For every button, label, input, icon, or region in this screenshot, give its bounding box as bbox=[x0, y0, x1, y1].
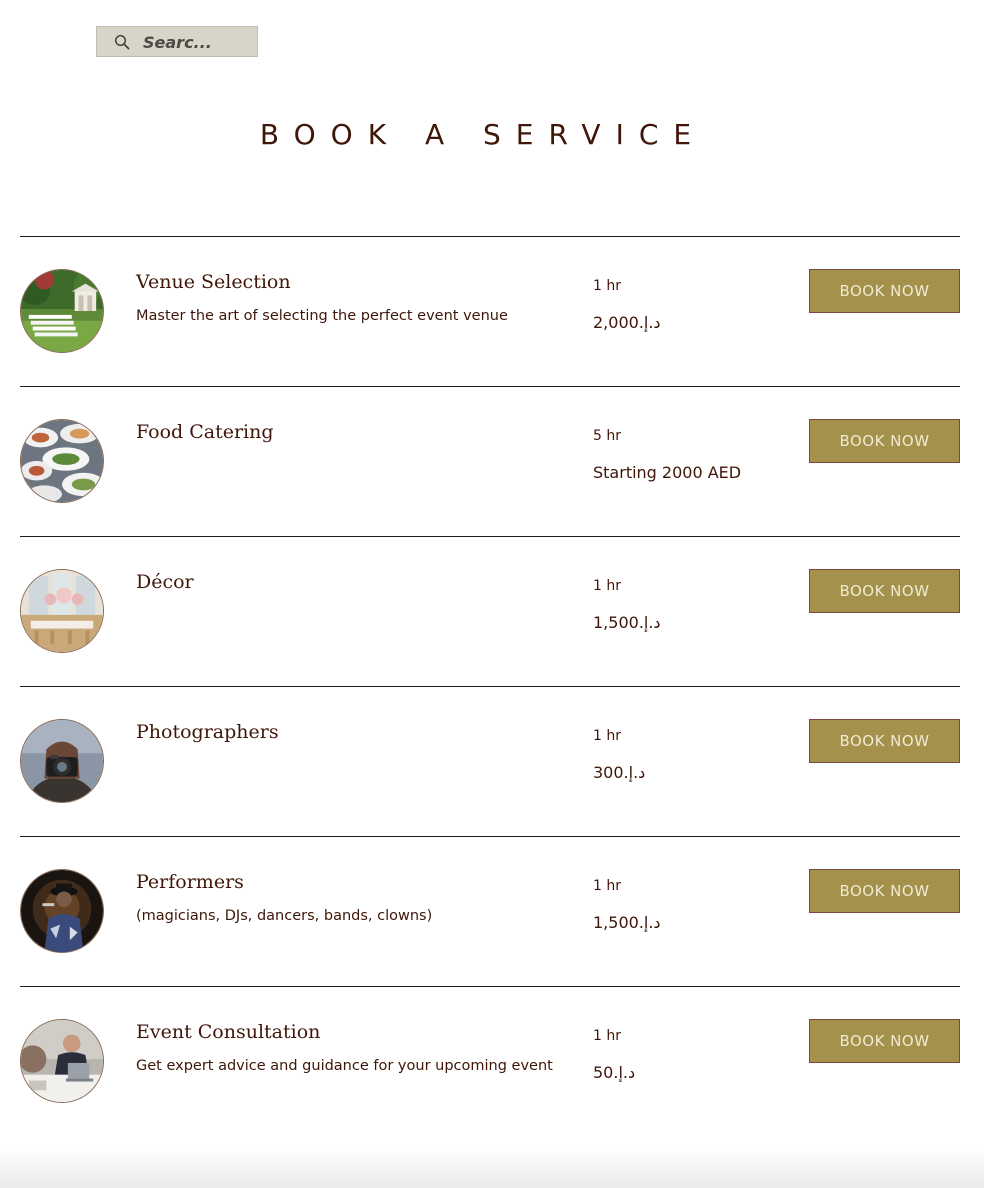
book-now-button[interactable]: BOOK NOW bbox=[809, 719, 960, 763]
performer-singer-image[interactable] bbox=[20, 869, 104, 953]
service-price: د.إ.50 bbox=[593, 1063, 636, 1082]
page-title: BOOK A SERVICE bbox=[259, 118, 707, 151]
service-description: Get expert advice and guidance for your upcoming event bbox=[136, 1058, 553, 1074]
photographer-camera-image[interactable] bbox=[20, 719, 104, 803]
venue-garden-image[interactable] bbox=[20, 269, 104, 353]
service-description: (magicians, DJs, dancers, bands, clowns) bbox=[136, 908, 433, 924]
service-description: Master the art of selecting the perfect event venue bbox=[136, 308, 508, 324]
service-row-event-consultation bbox=[20, 986, 960, 1136]
book-now-button[interactable]: BOOK NOW bbox=[809, 1019, 960, 1063]
service-row-performers bbox=[20, 836, 960, 986]
service-row-food-catering bbox=[20, 386, 960, 536]
service-name[interactable]: Photographers bbox=[136, 721, 279, 743]
book-now-button[interactable]: BOOK NOW bbox=[809, 419, 960, 463]
service-name[interactable]: Décor bbox=[136, 571, 194, 593]
book-now-button[interactable]: BOOK NOW bbox=[809, 569, 960, 613]
service-row-venue-selection bbox=[20, 236, 960, 386]
bottom-fade bbox=[0, 1148, 984, 1188]
service-price: د.إ.1,500 bbox=[593, 913, 661, 932]
search-icon[interactable] bbox=[114, 34, 130, 50]
service-name[interactable]: Event Consultation bbox=[136, 1021, 321, 1043]
service-price: د.إ.300 bbox=[593, 763, 646, 782]
decor-hall-image[interactable] bbox=[20, 569, 104, 653]
service-price: د.إ.2,000 bbox=[593, 313, 661, 332]
service-duration: 1 hr bbox=[593, 878, 621, 894]
book-now-button[interactable]: BOOK NOW bbox=[809, 869, 960, 913]
service-duration: 5 hr bbox=[593, 428, 621, 444]
service-price: Starting 2000 AED bbox=[593, 463, 742, 482]
service-name[interactable]: Food Catering bbox=[136, 421, 274, 443]
service-name[interactable]: Venue Selection bbox=[136, 271, 291, 293]
service-duration: 1 hr bbox=[593, 728, 621, 744]
catering-plates-image[interactable] bbox=[20, 419, 104, 503]
service-price: د.إ.1,500 bbox=[593, 613, 661, 632]
service-duration: 1 hr bbox=[593, 278, 621, 294]
service-duration: 1 hr bbox=[593, 1028, 621, 1044]
service-row-decor bbox=[20, 536, 960, 686]
consultant-laptop-image[interactable] bbox=[20, 1019, 104, 1103]
search-input[interactable] bbox=[143, 31, 253, 53]
service-name[interactable]: Performers bbox=[136, 871, 244, 893]
service-duration: 1 hr bbox=[593, 578, 621, 594]
service-row-photographers bbox=[20, 686, 960, 836]
book-now-button[interactable]: BOOK NOW bbox=[809, 269, 960, 313]
search-box[interactable] bbox=[96, 26, 258, 57]
service-list bbox=[20, 236, 960, 1136]
